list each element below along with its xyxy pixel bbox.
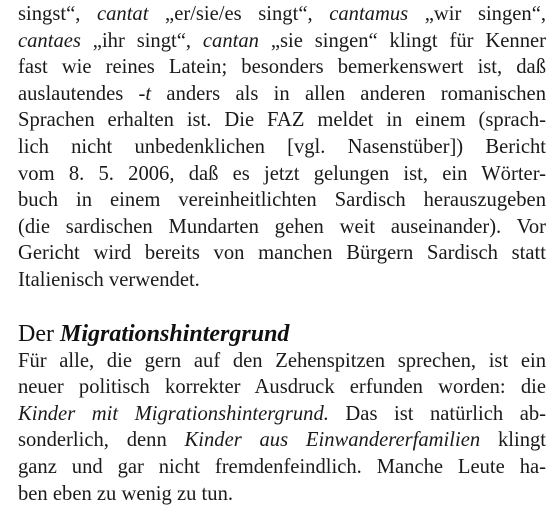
text-line: [18, 1, 546, 28]
text-line: fast wie reines Latein; besonders bemerkenswert ist, daß: [18, 56, 546, 79]
text-line: Italienisch verwendet.: [18, 268, 200, 291]
italic-term: Kinder mit Migrationshintergrund.: [18, 402, 329, 425]
text-run: „er/sie/es singt“,: [148, 3, 330, 25]
italic-term: cantamus: [329, 3, 409, 25]
text-line: [18, 401, 546, 428]
italic-term: cantat: [96, 3, 149, 25]
italic-term: cantaes: [18, 29, 81, 52]
text-run: singst“,: [18, 3, 97, 25]
text-line: [18, 81, 546, 108]
text-line: buch in einem vereinheitlichten Sardisch herauszugeben: [18, 189, 546, 212]
text-line: Sprachen erhalten ist. Die FAZ meldet in einem (sprach-: [18, 109, 546, 132]
italic-term: -t: [138, 82, 152, 105]
text-run: sonderlich, denn: [18, 429, 185, 452]
heading-italic-text: Migrationshintergrund: [59, 320, 290, 347]
section-heading: [18, 320, 546, 348]
italic-term: cantan: [202, 29, 259, 52]
text-run: „wir singen“,: [408, 3, 547, 25]
text-run: anders als in allen anderen romanischen: [151, 82, 546, 105]
book-page: [18, 0, 546, 507]
text-line: [18, 427, 546, 454]
text-line: ben eben zu wenig zu tun.: [18, 482, 234, 505]
body-paragraph-sardinian: [18, 1, 546, 294]
text-line: vom 8. 5. 2006, daß es jetzt gelungen ist, ein Wörter-: [18, 162, 546, 185]
heading-plain-text: Der: [18, 320, 60, 347]
text-line: neuer politisch korrekter Ausdruck erfunden worden: die: [18, 376, 546, 399]
text-run: auslautendes: [18, 82, 139, 105]
text-run: Das ist natürlich ab-: [328, 402, 546, 425]
text-run: „ihr singt“,: [80, 29, 203, 52]
text-line: (die sardischen Mundarten gehen weit auseinander). Vor: [18, 215, 546, 238]
text-line: Gericht wird bereits von manchen Bürgern Sardisch statt: [18, 242, 546, 265]
text-line: lich nicht unbedenklichen [vgl. Nasenstüber]) Bericht: [18, 135, 546, 158]
text-run: klingt: [480, 429, 547, 452]
text-line: [18, 28, 546, 55]
text-run: „sie singen“ klingt für Kenner: [258, 29, 546, 52]
text-line: ganz und gar nicht fremdenfeindlich. Manche Leute ha-: [18, 455, 546, 478]
body-paragraph-migration: [18, 348, 546, 508]
text-line: Für alle, die gern auf den Zehenspitzen sprechen, ist ein: [18, 349, 546, 372]
italic-term: Kinder aus Einwandererfamilien: [184, 429, 481, 452]
